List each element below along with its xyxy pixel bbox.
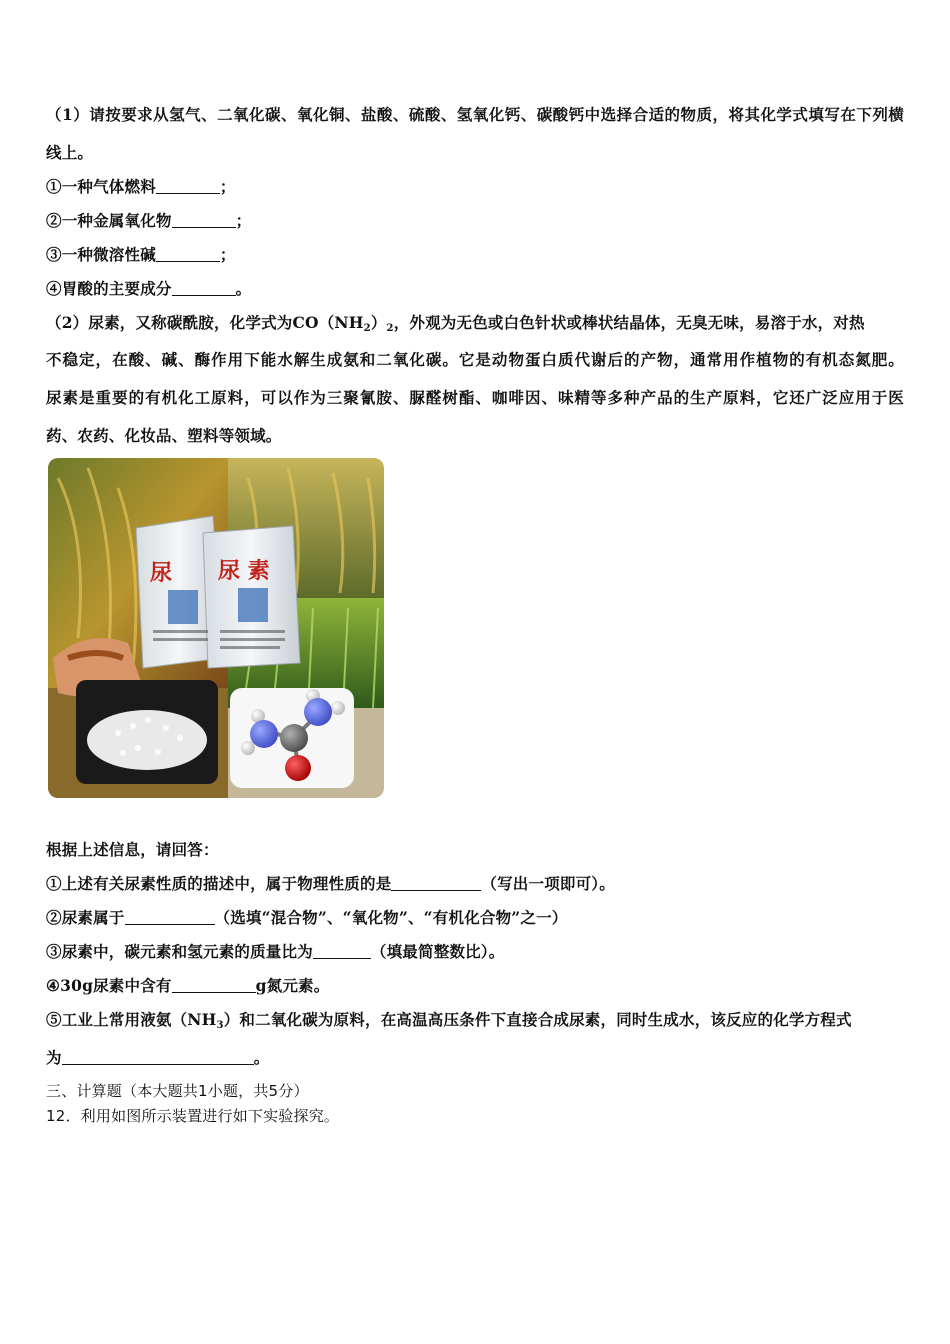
answer-4 <box>46 974 329 996</box>
answer-1-end: （写出一项即可）。 <box>481 874 615 893</box>
urea-collage-image <box>48 458 384 798</box>
answer-blank-1[interactable] <box>156 179 220 194</box>
answer-1-label: ①上述有关尿素性质的描述中，属于物理性质的是 <box>46 874 392 893</box>
ask-line: 根据上述信息，请回答： <box>46 840 219 859</box>
answer-blank-7[interactable] <box>313 944 371 959</box>
subscript: 2 <box>363 323 371 334</box>
answer-blank-6[interactable] <box>125 910 215 925</box>
answer-blank-2[interactable] <box>172 213 236 228</box>
answer-blank-3[interactable] <box>156 247 220 262</box>
q1-item-2 <box>46 209 251 231</box>
answer-5-text-b: ）和二氧化碳为原料，在高温高压条件下直接合成尿素，同时生成水，该反应的化学方程式 <box>223 1010 852 1029</box>
q2-paragraph-line4: 药、农药、化妆品、塑料等领域。 <box>46 426 282 445</box>
answer-4-end: g氮元素。 <box>255 976 330 995</box>
question-12: 12．利用如图所示装置进行如下实验探究。 <box>46 1107 340 1125</box>
paren: ） <box>370 313 387 332</box>
answer-3 <box>46 940 504 962</box>
urea-illustration <box>48 458 384 798</box>
q2-text: ，外观为无色或白色针状或棒状结晶体，无臭无味，易溶于水，对热 <box>393 313 865 332</box>
answer-2-end: （选填“混合物”、“氧化物”、“有机化合物”之一） <box>214 908 568 927</box>
q1-intro-line1: （1）请按要求从氢气、二氧化碳、氧化铜、盐酸、硫酸、氢氧化钙、碳酸钙中选择合适的物质，将其化学式填写在下列横 <box>46 105 904 124</box>
answer-5-prefix: 为 <box>46 1048 62 1067</box>
answer-2-label: ②尿素属于 <box>46 908 125 927</box>
q1-item-3-end: ； <box>219 245 236 264</box>
answer-5-end: 。 <box>253 1048 270 1067</box>
q2-paragraph-line2: 不稳定，在酸、碱、酶作用下能水解生成氨和二氧化碳。它是动物蛋白质代谢后的产物，通常用作植物的有机态氮肥。 <box>46 350 904 369</box>
q2-paragraph-line1 <box>46 311 904 334</box>
answer-1 <box>46 872 615 894</box>
q1-item-4-label: ④胃酸的主要成分 <box>46 279 172 298</box>
q1-item-1-label: ①一种气体燃料 <box>46 177 156 196</box>
q1-item-2-label: ②一种金属氧化物 <box>46 211 172 230</box>
q1-item-4-end: 。 <box>235 279 252 298</box>
answer-blank-9[interactable] <box>62 1050 254 1065</box>
q1-item-3 <box>46 243 236 265</box>
q1-item-4 <box>46 277 251 299</box>
q2-paragraph-line3: 尿素是重要的有机化工原料，可以作为三聚氰胺、脲醛树酯、咖啡因、味精等多种产品的生产原料，它还广泛应用于医 <box>46 388 904 407</box>
q1-item-2-end: ； <box>235 211 252 230</box>
answer-5-text: ⑤工业上常用液氨（NH <box>46 1010 217 1029</box>
section-3-title: 三、计算题（本大题共1小题，共5分） <box>46 1082 309 1100</box>
answer-3-end: （填最简整数比）。 <box>370 942 505 961</box>
answer-4-label: ④30g尿素中含有 <box>46 976 172 995</box>
answer-blank-8[interactable] <box>172 978 256 993</box>
subscript: 3 <box>216 1020 224 1031</box>
answer-5-line2 <box>46 1046 269 1068</box>
answer-blank-4[interactable] <box>172 281 236 296</box>
subscript: 2 <box>386 323 394 334</box>
q1-intro-line2: 线上。 <box>46 143 94 162</box>
q1-item-1 <box>46 175 236 197</box>
bag-label-left: 尿 <box>150 560 173 586</box>
q1-item-1-end: ； <box>219 177 236 196</box>
answer-3-label: ③尿素中，碳元素和氢元素的质量比为 <box>46 942 313 961</box>
bag-label-right: 尿 素 <box>218 558 270 584</box>
answer-blank-5[interactable] <box>391 876 481 891</box>
q1-item-3-label: ③一种微溶性碱 <box>46 245 156 264</box>
answer-2 <box>46 906 568 928</box>
answer-5-line1 <box>46 1008 904 1031</box>
q2-formula-text: （2）尿素，又称碳酰胺，化学式为CO（NH <box>46 313 364 332</box>
